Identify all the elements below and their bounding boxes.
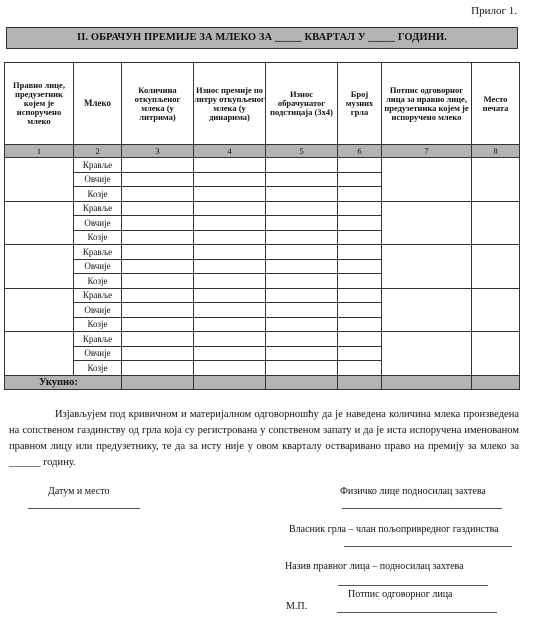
incentive-cell[interactable] [266,158,338,173]
column-number: 7 [382,145,472,158]
quantity-cell[interactable] [122,317,194,332]
annex-label: Прилог 1. [471,5,517,17]
animals-cell[interactable] [338,288,382,303]
premium-cell[interactable] [194,288,266,303]
table-row [5,288,520,303]
premium-cell[interactable] [194,361,266,376]
premium-cell[interactable] [194,346,266,361]
animals-cell[interactable] [338,303,382,318]
quantity-cell[interactable] [122,288,194,303]
header-legal-entity: Правно лице, предузетник којем је испоручено млеко [5,63,74,145]
applicant-signature-line[interactable] [342,508,502,509]
quantity-cell[interactable] [122,187,194,202]
premium-cell[interactable] [194,187,266,202]
incentive-cell[interactable] [266,230,338,245]
stamp-cell[interactable] [472,288,520,332]
signature-cell[interactable] [382,158,472,202]
incentive-cell[interactable] [266,274,338,289]
incentive-cell[interactable] [266,361,338,376]
milk-type-cell: Козје [74,274,122,289]
incentive-cell[interactable] [266,259,338,274]
milk-type-cell: Овчије [74,216,122,231]
quantity-cell[interactable] [122,172,194,187]
column-number: 3 [122,145,194,158]
total-stamp-cell [472,375,520,389]
quantity-cell[interactable] [122,346,194,361]
signature-cell[interactable] [382,332,472,376]
animals-cell[interactable] [338,361,382,376]
responsible-signature-label: Потпис одговорног лица [348,589,453,600]
column-number: 5 [266,145,338,158]
owner-label: Власник грла – члан пољопривредног газдинства [289,524,499,535]
table-row [5,245,520,260]
stamp-mp-label: М.П. [286,601,308,612]
milk-type-cell: Крављe [74,245,122,260]
animals-cell[interactable] [338,187,382,202]
legal-entity-cell[interactable] [5,245,74,289]
quantity-cell[interactable] [122,201,194,216]
header-premium-per-liter: Износ премије по литру откупљеног млека (у динарима) [194,63,266,145]
incentive-cell[interactable] [266,317,338,332]
signature-cell[interactable] [382,245,472,289]
milk-type-cell: Козје [74,230,122,245]
quantity-cell[interactable] [122,303,194,318]
incentive-cell[interactable] [266,245,338,260]
total-signature-cell [382,375,472,389]
milk-type-cell: Козје [74,187,122,202]
incentive-cell[interactable] [266,172,338,187]
header-incentive-amount: Износ обрачунатог подстицаја (3x4) [266,63,338,145]
animals-cell[interactable] [338,201,382,216]
premium-cell[interactable] [194,201,266,216]
premium-cell[interactable] [194,274,266,289]
total-row [5,375,520,389]
stamp-cell[interactable] [472,158,520,202]
responsible-signature-line[interactable] [337,612,497,613]
premium-cell[interactable] [194,259,266,274]
incentive-cell[interactable] [266,332,338,347]
milk-type-cell: Крављe [74,288,122,303]
stamp-cell[interactable] [472,245,520,289]
incentive-cell[interactable] [266,346,338,361]
total-animals-cell [338,375,382,389]
animals-cell[interactable] [338,158,382,173]
column-number: 2 [74,145,122,158]
premium-cell[interactable] [194,303,266,318]
animals-cell[interactable] [338,274,382,289]
quantity-cell[interactable] [122,274,194,289]
header-responsible-signature: Потпис одговорног лица за правно лице, предузетника којем је испоручено млеко [382,63,472,145]
quantity-cell[interactable] [122,158,194,173]
milk-type-cell: Козје [74,361,122,376]
legal-entity-cell[interactable] [5,288,74,332]
quantity-cell[interactable] [122,245,194,260]
date-place-label: Датум и место [48,486,110,497]
legal-name-label: Назив правног лица – подносилац захтева [285,561,464,572]
header-number-of-animals: Број музних грла [338,63,382,145]
incentive-cell[interactable] [266,216,338,231]
quantity-cell[interactable] [122,361,194,376]
milk-type-cell: Овчије [74,303,122,318]
legal-name-line[interactable] [338,585,488,586]
premium-cell[interactable] [194,230,266,245]
incentive-cell[interactable] [266,303,338,318]
incentive-cell[interactable] [266,288,338,303]
premium-cell[interactable] [194,216,266,231]
date-place-line[interactable] [28,508,140,509]
total-incentive-cell [266,375,338,389]
total-quantity-cell [122,375,194,389]
premium-cell[interactable] [194,245,266,260]
legal-entity-cell[interactable] [5,201,74,245]
declaration-body: Изјављујем под кривичном и материјалном одговорношћу да је наведена количина млека произведена на сопственом газдинству од грла која су регистрована у сопственом запату и да је иста испоручена именованом правном лицу или предузетнику, те да за исту није у овом кварталу остваривано право на премију за млеко за ______ годину. [9,409,519,468]
column-number: 1 [5,145,74,158]
milk-type-cell: Овчије [74,346,122,361]
animals-cell[interactable] [338,230,382,245]
quantity-cell[interactable] [122,216,194,231]
premium-cell[interactable] [194,158,266,173]
header-stamp-place: Место печата [472,63,520,145]
milk-type-cell: Крављe [74,201,122,216]
column-number-row [5,145,520,158]
legal-entity-cell[interactable] [5,158,74,202]
animals-cell[interactable] [338,216,382,231]
animals-cell[interactable] [338,332,382,347]
column-number: 8 [472,145,520,158]
table-row [5,201,520,216]
column-number: 4 [194,145,266,158]
total-label: Укупно: [5,375,122,389]
owner-signature-line[interactable] [344,546,512,547]
legal-entity-cell[interactable] [5,332,74,376]
animals-cell[interactable] [338,317,382,332]
total-premium-cell [194,375,266,389]
declaration-text [9,407,519,471]
applicant-label: Физичко лице подносилац захтева [340,486,486,497]
signature-cell[interactable] [382,201,472,245]
table-row [5,158,520,173]
quantity-cell[interactable] [122,332,194,347]
milk-type-cell: Овчије [74,259,122,274]
animals-cell[interactable] [338,245,382,260]
milk-type-cell: Козје [74,317,122,332]
column-number: 6 [338,145,382,158]
milk-type-cell: Крављe [74,158,122,173]
animals-cell[interactable] [338,172,382,187]
quantity-cell[interactable] [122,230,194,245]
form-title: II. ОБРАЧУН ПРЕМИЈЕ ЗА МЛЕКО ЗА _____ КВАРТАЛ У _____ ГОДИНИ. [6,27,518,49]
incentive-cell[interactable] [266,187,338,202]
animals-cell[interactable] [338,259,382,274]
signature-cell[interactable] [382,288,472,332]
milk-type-cell: Крављe [74,332,122,347]
header-quantity: Количина откупљеног млека (у литрима) [122,63,194,145]
premium-cell[interactable] [194,317,266,332]
premium-calculation-table [4,62,520,390]
premium-cell[interactable] [194,172,266,187]
premium-cell[interactable] [194,332,266,347]
animals-cell[interactable] [338,346,382,361]
milk-type-cell: Овчије [74,172,122,187]
table-row [5,332,520,347]
quantity-cell[interactable] [122,259,194,274]
header-milk: Млеко [74,63,122,145]
stamp-cell[interactable] [472,201,520,245]
stamp-cell[interactable] [472,332,520,376]
table-header-row [5,63,520,145]
incentive-cell[interactable] [266,201,338,216]
